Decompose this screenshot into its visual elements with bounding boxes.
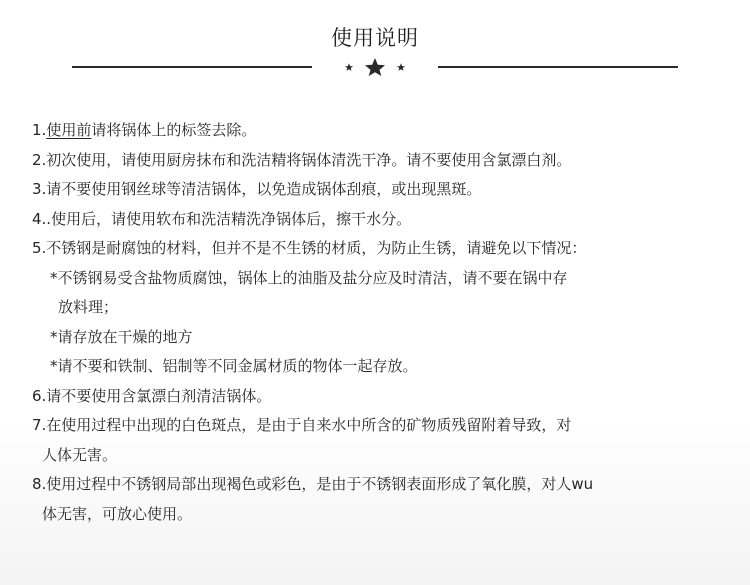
instruction-item: 3.请不要使用钢丝球等清洁锅体，以免造成锅体刮痕，或出现黑斑。 xyxy=(32,180,482,198)
sub-item: *请存放在干燥的地方 xyxy=(50,327,193,346)
instruction-highlight: 使用前 xyxy=(46,121,92,139)
instruction-continuation: 体无害，可放心使用。 xyxy=(42,504,193,523)
instruction-item: 2.初次使用，请使用厨房抹布和洗洁精将锅体清洗干净。请不要使用含氯漂白剂。 xyxy=(32,150,572,169)
instruction-text: 请将锅体上的标签去除。 xyxy=(91,121,257,139)
divider-line-left xyxy=(72,66,312,68)
instruction-number: 1. xyxy=(32,121,47,139)
small-star-left xyxy=(345,63,353,71)
instruction-item xyxy=(32,116,732,146)
instruction-item: 6.请不要使用含氯漂白剂清洁锅体。 xyxy=(32,386,272,405)
star-divider-icon xyxy=(312,58,438,76)
instruction-item: 8.使用过程中不锈钢局部出现褐色或彩色，是由于不锈钢表面形成了氧化膜，对人wu xyxy=(32,475,594,493)
small-star-right xyxy=(397,63,405,71)
instruction-item: 5.不锈钢是耐腐蚀的材料，但并不是不生锈的材质，为防止生锈，请避免以下情况： xyxy=(32,239,587,257)
sub-item: *不锈钢易受含盐物质腐蚀，锅体上的油脂及盐分应及时清洁，请不要在锅中存 xyxy=(50,268,568,287)
instruction-list xyxy=(32,116,732,529)
title-divider xyxy=(72,58,678,76)
instruction-item: 7.在使用过程中出现的白色斑点，是由于自来水中所含的矿物质残留附着导致，对 xyxy=(32,416,572,434)
large-star-center xyxy=(365,58,385,76)
instruction-item: 4..使用后，请使用软布和洗洁精洗净锅体后，擦干水分。 xyxy=(32,209,412,228)
instruction-continuation: 人体无害。 xyxy=(42,445,118,464)
sub-item-continuation: 放料理； xyxy=(58,298,119,316)
page-title: 使用说明 xyxy=(331,26,419,50)
sub-item: *请不要和铁制、铝制等不同金属材质的物体一起存放。 xyxy=(50,357,418,375)
divider-line-right xyxy=(438,66,678,68)
